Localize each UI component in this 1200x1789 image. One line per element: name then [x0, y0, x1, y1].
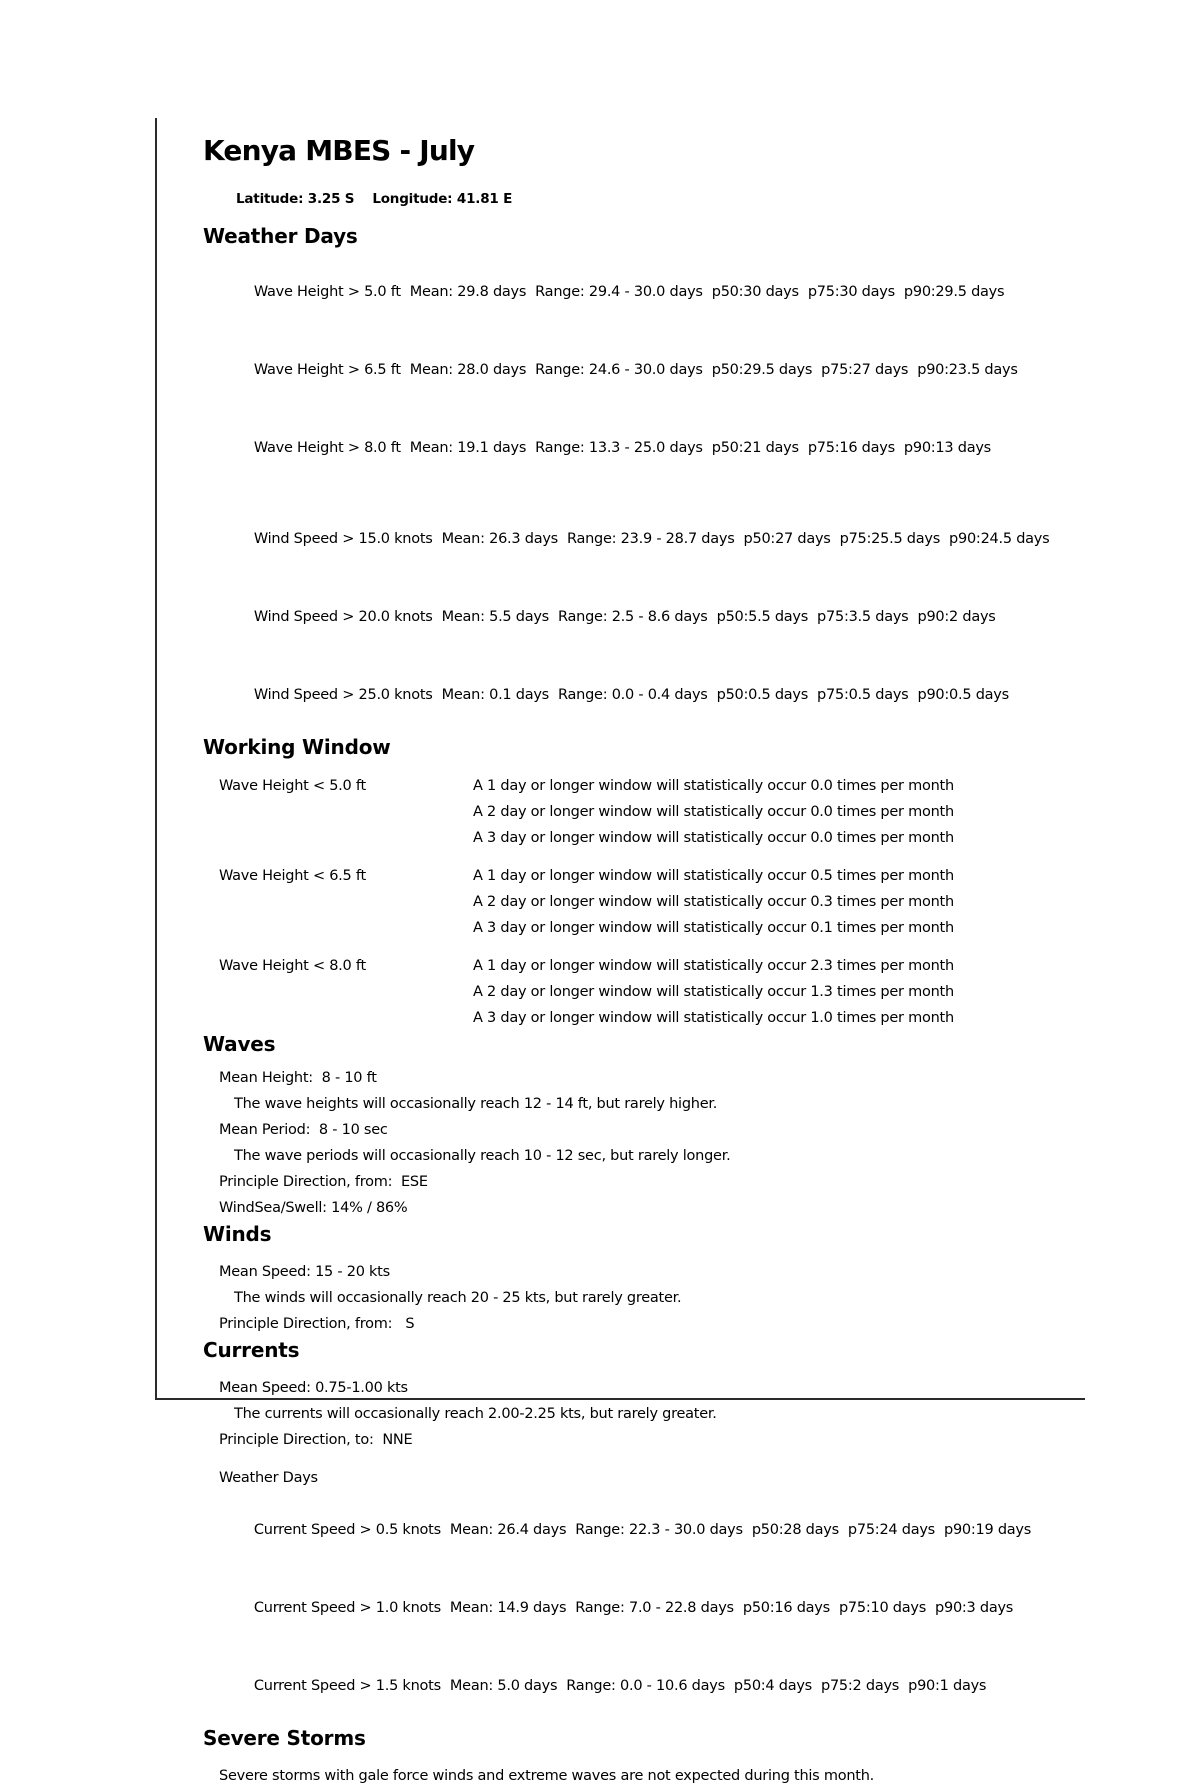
- condition-label: Wave Height < 8.0 ft: [219, 958, 366, 974]
- p90-value: p90:1 days: [908, 1678, 987, 1694]
- p90-value: p90:29.5 days: [903, 284, 1005, 300]
- p75-value: p75:0.5 days: [817, 687, 909, 703]
- mean-value: Mean: 19.1 days: [409, 440, 527, 456]
- mean-value: Mean: 26.4 days: [449, 1522, 567, 1538]
- p75-value: p75:30 days: [807, 284, 895, 300]
- mean-period-line: Mean Period: 8 - 10 sec: [219, 1122, 388, 1138]
- mean-value: Mean: 5.5 days: [441, 609, 549, 625]
- p75-value: p75:16 days: [807, 440, 895, 456]
- p50-value: p50:4 days: [733, 1678, 812, 1694]
- row-label: Wave Height > 5.0 ft: [253, 284, 401, 300]
- range-value: Range: 7.0 - 22.8 days: [575, 1600, 734, 1616]
- p50-value: p50:29.5 days: [711, 362, 813, 378]
- wave-period-note: The wave periods will occasionally reach 10 - 12 sec, but rarely longer.: [234, 1148, 731, 1164]
- table-row: [219, 500, 1085, 578]
- working-window-group: [219, 953, 1085, 1031]
- waves-details: [219, 1065, 1085, 1221]
- p75-value: p75:2 days: [821, 1678, 900, 1694]
- mean-value: Mean: 0.1 days: [441, 687, 549, 703]
- section-heading-working-window: Working Window: [203, 735, 391, 759]
- mean-value: Mean: 29.8 days: [409, 284, 527, 300]
- table-row: [219, 253, 1085, 331]
- wind-note: The winds will occasionally reach 20 - 25 kts, but rarely greater.: [234, 1290, 682, 1306]
- wave-height-days-rows: [219, 253, 1085, 487]
- coordinates: [203, 175, 1085, 223]
- current-note: The currents will occasionally reach 2.00-2.25 kts, but rarely greater.: [234, 1406, 717, 1422]
- p90-value: p90:2 days: [917, 609, 996, 625]
- row-label: Current Speed > 1.5 knots: [253, 1678, 441, 1694]
- severe-storms-text: Severe storms with gale force winds and extreme waves are not expected during this month.: [219, 1768, 874, 1784]
- report-title: Kenya MBES - July: [203, 134, 475, 167]
- current-direction-line: Principle Direction, to: NNE: [219, 1432, 413, 1448]
- wind-direction-line: Principle Direction, from: S: [219, 1316, 415, 1332]
- range-value: Range: 13.3 - 25.0 days: [535, 440, 703, 456]
- row-label: Wave Height > 6.5 ft: [253, 362, 401, 378]
- row-label: Wind Speed > 15.0 knots: [253, 531, 433, 547]
- p75-value: p75:10 days: [838, 1600, 927, 1616]
- latitude-value: Latitude: 3.25 S: [236, 191, 355, 207]
- row-label: Current Speed > 0.5 knots: [253, 1522, 441, 1538]
- report-frame: [155, 118, 1085, 1784]
- p90-value: p90:0.5 days: [917, 687, 1009, 703]
- window-stat-line: A 3 day or longer window will statistically occur 1.0 times per month: [473, 1010, 954, 1026]
- currents-details: [219, 1375, 1085, 1453]
- section-heading-winds: Winds: [203, 1222, 272, 1246]
- section-heading-currents: Currents: [203, 1338, 300, 1362]
- p90-value: p90:19 days: [943, 1522, 1032, 1538]
- section-heading-weather-days: Weather Days: [203, 224, 358, 248]
- p50-value: p50:16 days: [742, 1600, 830, 1616]
- working-window-group: [219, 773, 1085, 851]
- p90-value: p90:23.5 days: [917, 362, 1018, 378]
- window-stat-line: A 2 day or longer window will statistically occur 0.0 times per month: [473, 804, 954, 820]
- table-row: [219, 331, 1085, 409]
- p50-value: p50:30 days: [711, 284, 799, 300]
- range-value: Range: 0.0 - 10.6 days: [566, 1678, 725, 1694]
- table-row: [219, 1569, 1085, 1647]
- mean-speed-line: Mean Speed: 0.75-1.00 kts: [219, 1380, 408, 1396]
- row-label: Wind Speed > 20.0 knots: [253, 609, 433, 625]
- wave-direction-line: Principle Direction, from: ESE: [219, 1174, 428, 1190]
- windsea-swell-line: WindSea/Swell: 14% / 86%: [219, 1200, 408, 1216]
- mean-value: Mean: 14.9 days: [449, 1600, 567, 1616]
- p75-value: p75:3.5 days: [817, 609, 909, 625]
- section-heading-waves: Waves: [203, 1032, 276, 1056]
- severe-storms-details: [219, 1763, 1085, 1789]
- window-statistics: [473, 863, 954, 941]
- p50-value: p50:21 days: [711, 440, 799, 456]
- table-row: [219, 1491, 1085, 1569]
- mean-value: Mean: 26.3 days: [441, 531, 558, 547]
- p50-value: p50:0.5 days: [716, 687, 809, 703]
- row-label: Current Speed > 1.0 knots: [253, 1600, 441, 1616]
- p90-value: p90:13 days: [903, 440, 991, 456]
- window-stat-line: A 1 day or longer window will statistically occur 0.5 times per month: [473, 868, 954, 884]
- winds-details: [219, 1259, 1085, 1337]
- wave-height-note: The wave heights will occasionally reach 12 - 14 ft, but rarely higher.: [234, 1096, 718, 1112]
- window-statistics: [473, 953, 954, 1031]
- p75-value: p75:24 days: [847, 1522, 935, 1538]
- table-row: [219, 409, 1085, 487]
- row-label: Wave Height > 8.0 ft: [253, 440, 401, 456]
- table-row: [219, 578, 1085, 656]
- table-row: [219, 1647, 1085, 1725]
- p50-value: p50:5.5 days: [716, 609, 809, 625]
- window-stat-line: A 2 day or longer window will statistically occur 1.3 times per month: [473, 984, 954, 1000]
- window-stat-line: A 3 day or longer window will statistically occur 0.1 times per month: [473, 920, 954, 936]
- p50-value: p50:28 days: [751, 1522, 839, 1538]
- condition-label: Wave Height < 6.5 ft: [219, 868, 366, 884]
- range-value: Range: 2.5 - 8.6 days: [558, 609, 708, 625]
- window-stat-line: A 3 day or longer window will statistically occur 0.0 times per month: [473, 830, 954, 846]
- window-statistics: [473, 773, 954, 851]
- window-stat-line: A 1 day or longer window will statistically occur 2.3 times per month: [473, 958, 954, 974]
- condition-label: Wave Height < 5.0 ft: [219, 778, 366, 794]
- p90-value: p90:24.5 days: [949, 531, 1050, 547]
- range-value: Range: 22.3 - 30.0 days: [575, 1522, 743, 1538]
- range-value: Range: 29.4 - 30.0 days: [535, 284, 703, 300]
- table-row: [219, 656, 1085, 734]
- mean-value: Mean: 28.0 days: [409, 362, 527, 378]
- p90-value: p90:3 days: [935, 1600, 1014, 1616]
- longitude-value: Longitude: 41.81 E: [372, 191, 513, 207]
- row-label: Wind Speed > 25.0 knots: [253, 687, 433, 703]
- p50-value: p50:27 days: [743, 531, 831, 547]
- current-weather-days: [219, 1465, 1085, 1725]
- window-stat-line: A 2 day or longer window will statistically occur 0.3 times per month: [473, 894, 954, 910]
- weather-days-sublabel: Weather Days: [219, 1470, 318, 1486]
- range-value: Range: 0.0 - 0.4 days: [558, 687, 708, 703]
- section-heading-severe-storms: Severe Storms: [203, 1726, 366, 1750]
- working-window-group: [219, 863, 1085, 941]
- mean-speed-line: Mean Speed: 15 - 20 kts: [219, 1264, 390, 1280]
- wind-speed-days-rows: [219, 500, 1085, 734]
- p75-value: p75:27 days: [821, 362, 909, 378]
- range-value: Range: 24.6 - 30.0 days: [535, 362, 703, 378]
- mean-value: Mean: 5.0 days: [449, 1678, 558, 1694]
- window-stat-line: A 1 day or longer window will statistically occur 0.0 times per month: [473, 778, 954, 794]
- mean-height-line: Mean Height: 8 - 10 ft: [219, 1070, 377, 1086]
- range-value: Range: 23.9 - 28.7 days: [566, 531, 735, 547]
- p75-value: p75:25.5 days: [839, 531, 941, 547]
